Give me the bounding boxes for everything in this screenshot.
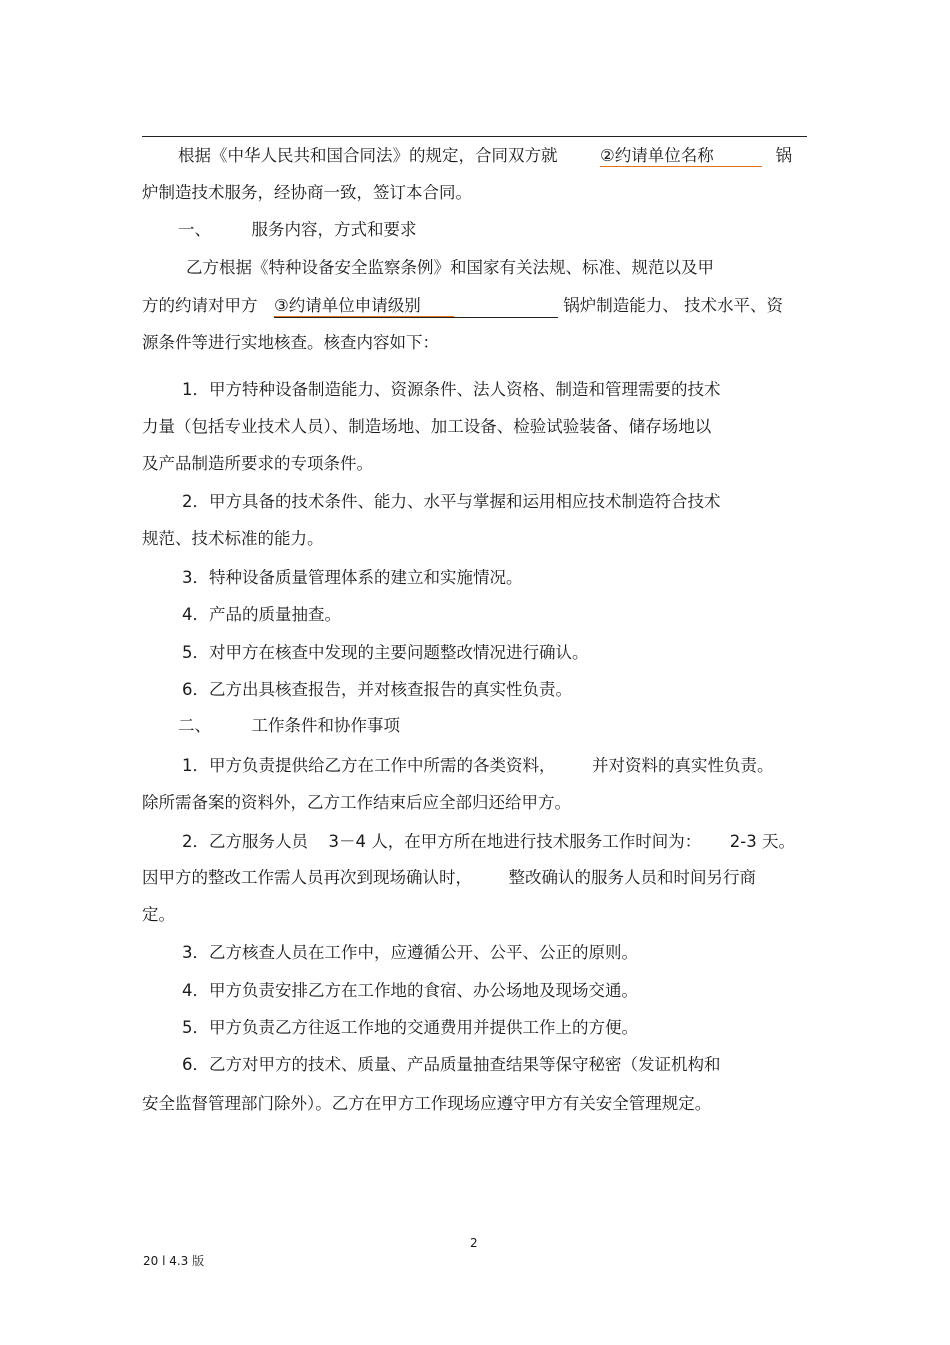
section1-para-line-2: 方的约请对甲方 ③约请单位申请级别 锅炉制造能力、 技术水平、资	[142, 296, 783, 318]
list-item: 及产品制造所要求的专项条件。	[142, 454, 373, 473]
section1-heading	[178, 220, 417, 240]
list-item: 力量（包括专业技术人员）、制造场地、加工设备、检验试验装备、储存场地以	[142, 417, 712, 436]
intro-line-2: 炉制造技术服务，经协商一致，签订本合同。	[142, 183, 472, 202]
list-item: 5．对甲方在核查中发现的主要问题整改情况进行确认。	[182, 643, 589, 662]
list-item: 规范、技术标准的能力。	[142, 529, 324, 548]
list-item: 3．特种设备质量管理体系的建立和实施情况。	[182, 568, 523, 587]
header-rule	[142, 136, 807, 137]
section1-para-line-3: 源条件等进行实地核查。核查内容如下：	[142, 333, 439, 352]
list-item: 2．乙方服务人员 3－4 人，在甲方所在地进行技术服务工作时间为： 2-3 天。	[182, 832, 795, 851]
version-label: 20 l 4.3 版	[143, 1254, 205, 1268]
list-item: 1．甲方负责提供给乙方在工作中所需的各类资料， 并对资料的真实性负责。	[182, 756, 774, 775]
list-item: 定。	[142, 905, 175, 924]
section2-number: 二、	[178, 716, 211, 735]
application-level-field: ③约请单位申请级别	[274, 296, 558, 318]
section1-number: 一、	[178, 220, 211, 239]
list-item: 1．甲方特种设备制造能力、资源条件、法人资格、制造和管理需要的技术	[182, 380, 721, 399]
list-item: 6．乙方出具核查报告，并对核查报告的真实性负责。	[182, 680, 572, 699]
section2-title: 工作条件和协作事项	[251, 716, 400, 735]
intro-line-1	[178, 146, 792, 167]
list-item: 4．产品的质量抽查。	[182, 605, 341, 624]
list-item: 2．甲方具备的技术条件、能力、水平与掌握和运用相应技术制造符合技术	[182, 492, 721, 511]
intro-text: 根据《中华人民共和国合同法》的规定，合同双方就	[178, 146, 558, 165]
section1-para-line-1: 乙方根据《特种设备安全监察条例》和国家有关法规、标准、规范以及甲	[186, 258, 714, 277]
page-number: 2	[470, 1236, 478, 1250]
list-item: 5．甲方负责乙方往返工作地的交通费用并提供工作上的方便。	[182, 1018, 638, 1037]
list-item: 因甲方的整改工作需人员再次到现场确认时， 整改确认的服务人员和时间另行商	[142, 868, 756, 887]
list-item: 4．甲方负责安排乙方在工作地的食宿、办公场地及现场交通。	[182, 981, 638, 1000]
party-name-field: ②约请单位名称	[600, 146, 762, 167]
section2-heading	[178, 716, 400, 736]
list-item: 除所需备案的资料外，乙方工作结束后应全部归还给甲方。	[142, 793, 571, 812]
intro-text-end: 锅	[775, 146, 792, 165]
section1-title: 服务内容，方式和要求	[251, 220, 417, 239]
list-item: 安全监督管理部门除外）。乙方在甲方工作现场应遵守甲方有关安全管理规定。	[142, 1094, 712, 1113]
list-item: 3．乙方核查人员在工作中，应遵循公开、公平、公正的原则。	[182, 943, 638, 962]
list-item: 6．乙方对甲方的技术、质量、产品质量抽查结果等保守秘密（发证机构和	[182, 1055, 721, 1074]
